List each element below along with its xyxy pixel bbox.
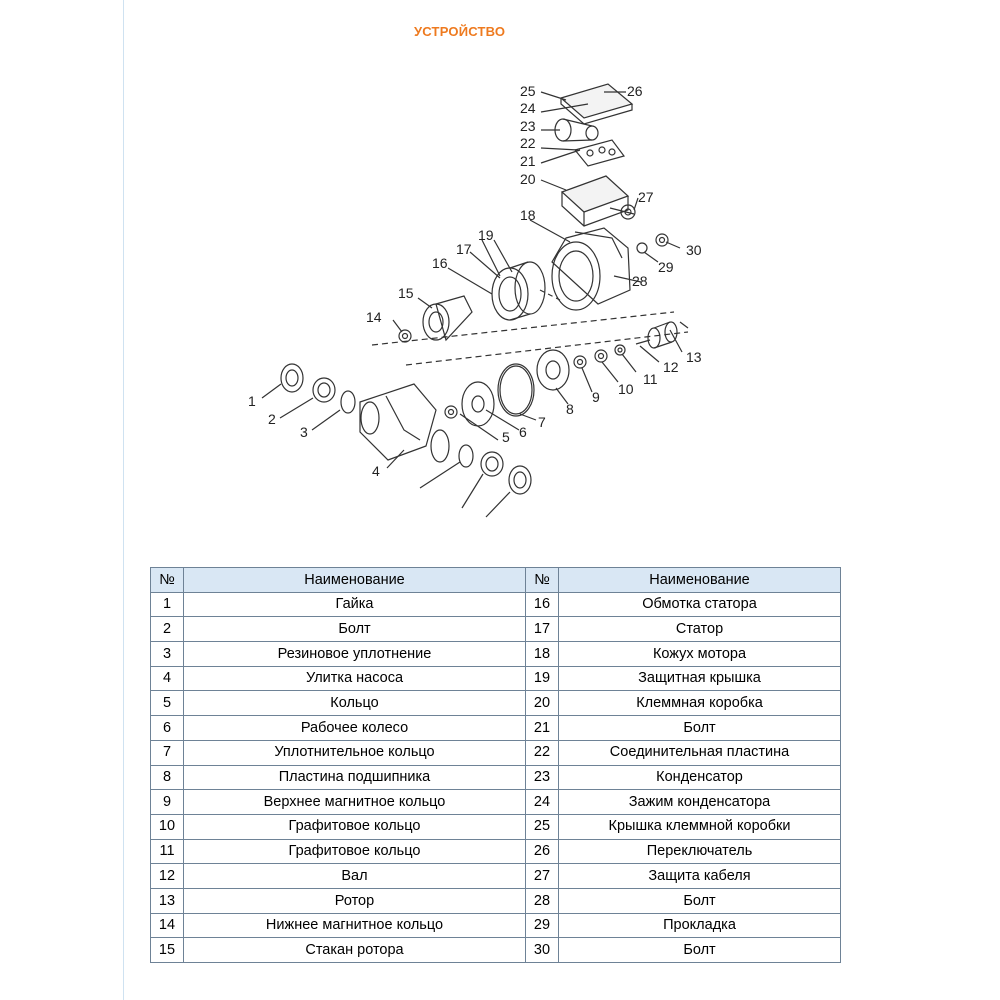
part-number: 8 xyxy=(151,765,184,790)
callout-6: 6 xyxy=(519,424,527,440)
part-name: Клеммная коробка xyxy=(559,691,841,716)
part-number: 12 xyxy=(151,864,184,889)
callout-5: 5 xyxy=(502,429,510,445)
callout-27: 27 xyxy=(638,189,654,205)
table-row xyxy=(151,765,841,790)
part-number: 29 xyxy=(526,913,559,938)
part-name: Болт xyxy=(184,617,526,642)
part-name: Улитка насоса xyxy=(184,666,526,691)
callout-17: 17 xyxy=(456,241,472,257)
callout-16: 16 xyxy=(432,255,448,271)
callout-15: 15 xyxy=(398,285,414,301)
table-row xyxy=(151,617,841,642)
part-number: 21 xyxy=(526,716,559,741)
table-row xyxy=(151,938,841,963)
header-number-right: № xyxy=(526,568,559,593)
table-row xyxy=(151,864,841,889)
callout-20: 20 xyxy=(520,171,536,187)
table-row xyxy=(151,913,841,938)
table-row xyxy=(151,888,841,913)
part-name: Пластина подшипника xyxy=(184,765,526,790)
part-number: 26 xyxy=(526,839,559,864)
callout-3: 3 xyxy=(300,424,308,440)
part-name: Кольцо xyxy=(184,691,526,716)
part-name: Болт xyxy=(559,716,841,741)
part-name: Зажим конденсатора xyxy=(559,790,841,815)
part-name: Переключатель xyxy=(559,839,841,864)
part-name: Ротор xyxy=(184,888,526,913)
part-number: 10 xyxy=(151,814,184,839)
table-header-row xyxy=(151,568,841,593)
callout-14: 14 xyxy=(366,309,382,325)
callout-26: 26 xyxy=(627,83,643,99)
part-name: Конденсатор xyxy=(559,765,841,790)
table-row xyxy=(151,666,841,691)
part-number: 6 xyxy=(151,716,184,741)
callout-12: 12 xyxy=(663,359,679,375)
table-row xyxy=(151,642,841,667)
part-name: Крышка клеммной коробки xyxy=(559,814,841,839)
table-row xyxy=(151,592,841,617)
exploded-view-svg xyxy=(230,70,730,540)
part-name: Обмотка статора xyxy=(559,592,841,617)
page-title: УСТРОЙСТВО xyxy=(414,24,506,39)
callout-2: 2 xyxy=(268,411,276,427)
callout-13: 13 xyxy=(686,349,702,365)
part-number: 22 xyxy=(526,740,559,765)
page-left-rule xyxy=(123,0,124,1000)
part-name: Стакан ротора xyxy=(184,938,526,963)
part-number: 15 xyxy=(151,938,184,963)
callout-23: 23 xyxy=(520,118,536,134)
part-number: 20 xyxy=(526,691,559,716)
part-name: Болт xyxy=(559,888,841,913)
part-number: 11 xyxy=(151,839,184,864)
part-name: Рабочее колесо xyxy=(184,716,526,741)
table-row xyxy=(151,716,841,741)
header-number-left: № xyxy=(151,568,184,593)
part-name: Графитовое кольцо xyxy=(184,839,526,864)
part-number: 1 xyxy=(151,592,184,617)
part-name: Кожух мотора xyxy=(559,642,841,667)
callout-24: 24 xyxy=(520,100,536,116)
part-number: 23 xyxy=(526,765,559,790)
part-number: 27 xyxy=(526,864,559,889)
callout-30: 30 xyxy=(686,242,702,258)
part-name: Нижнее магнитное кольцо xyxy=(184,913,526,938)
part-number: 19 xyxy=(526,666,559,691)
part-number: 17 xyxy=(526,617,559,642)
table-row xyxy=(151,814,841,839)
table-row xyxy=(151,691,841,716)
part-name: Защита кабеля xyxy=(559,864,841,889)
header-name-left: Наименование xyxy=(184,568,526,593)
callout-28: 28 xyxy=(632,273,648,289)
callout-22: 22 xyxy=(520,135,536,151)
part-number: 13 xyxy=(151,888,184,913)
part-name: Графитовое кольцо xyxy=(184,814,526,839)
part-name: Уплотнительное кольцо xyxy=(184,740,526,765)
callout-25: 25 xyxy=(520,83,536,99)
part-name: Гайка xyxy=(184,592,526,617)
part-name: Резиновое уплотнение xyxy=(184,642,526,667)
part-number: 24 xyxy=(526,790,559,815)
part-name: Соединительная пластина xyxy=(559,740,841,765)
part-name: Болт xyxy=(559,938,841,963)
callout-7: 7 xyxy=(538,414,546,430)
exploded-view-diagram xyxy=(230,70,730,540)
callout-18: 18 xyxy=(520,207,536,223)
callout-8: 8 xyxy=(566,401,574,417)
part-number: 16 xyxy=(526,592,559,617)
part-number: 4 xyxy=(151,666,184,691)
part-name: Статор xyxy=(559,617,841,642)
table-row xyxy=(151,839,841,864)
part-name: Защитная крышка xyxy=(559,666,841,691)
part-number: 9 xyxy=(151,790,184,815)
callout-11: 11 xyxy=(643,371,658,387)
callout-29: 29 xyxy=(658,259,674,275)
callout-9: 9 xyxy=(592,389,600,405)
part-number: 28 xyxy=(526,888,559,913)
table-row xyxy=(151,740,841,765)
part-number: 5 xyxy=(151,691,184,716)
header-name-right: Наименование xyxy=(559,568,841,593)
part-number: 30 xyxy=(526,938,559,963)
part-number: 25 xyxy=(526,814,559,839)
part-number: 7 xyxy=(151,740,184,765)
part-number: 3 xyxy=(151,642,184,667)
part-number: 2 xyxy=(151,617,184,642)
part-name: Вал xyxy=(184,864,526,889)
part-number: 18 xyxy=(526,642,559,667)
part-name: Прокладка xyxy=(559,913,841,938)
table-row xyxy=(151,790,841,815)
parts-table xyxy=(150,567,841,963)
callout-21: 21 xyxy=(520,153,536,169)
callout-4: 4 xyxy=(372,463,380,479)
callout-1: 1 xyxy=(248,393,256,409)
callout-10: 10 xyxy=(618,381,634,397)
part-number: 14 xyxy=(151,913,184,938)
callout-19: 19 xyxy=(478,227,494,243)
part-name: Верхнее магнитное кольцо xyxy=(184,790,526,815)
